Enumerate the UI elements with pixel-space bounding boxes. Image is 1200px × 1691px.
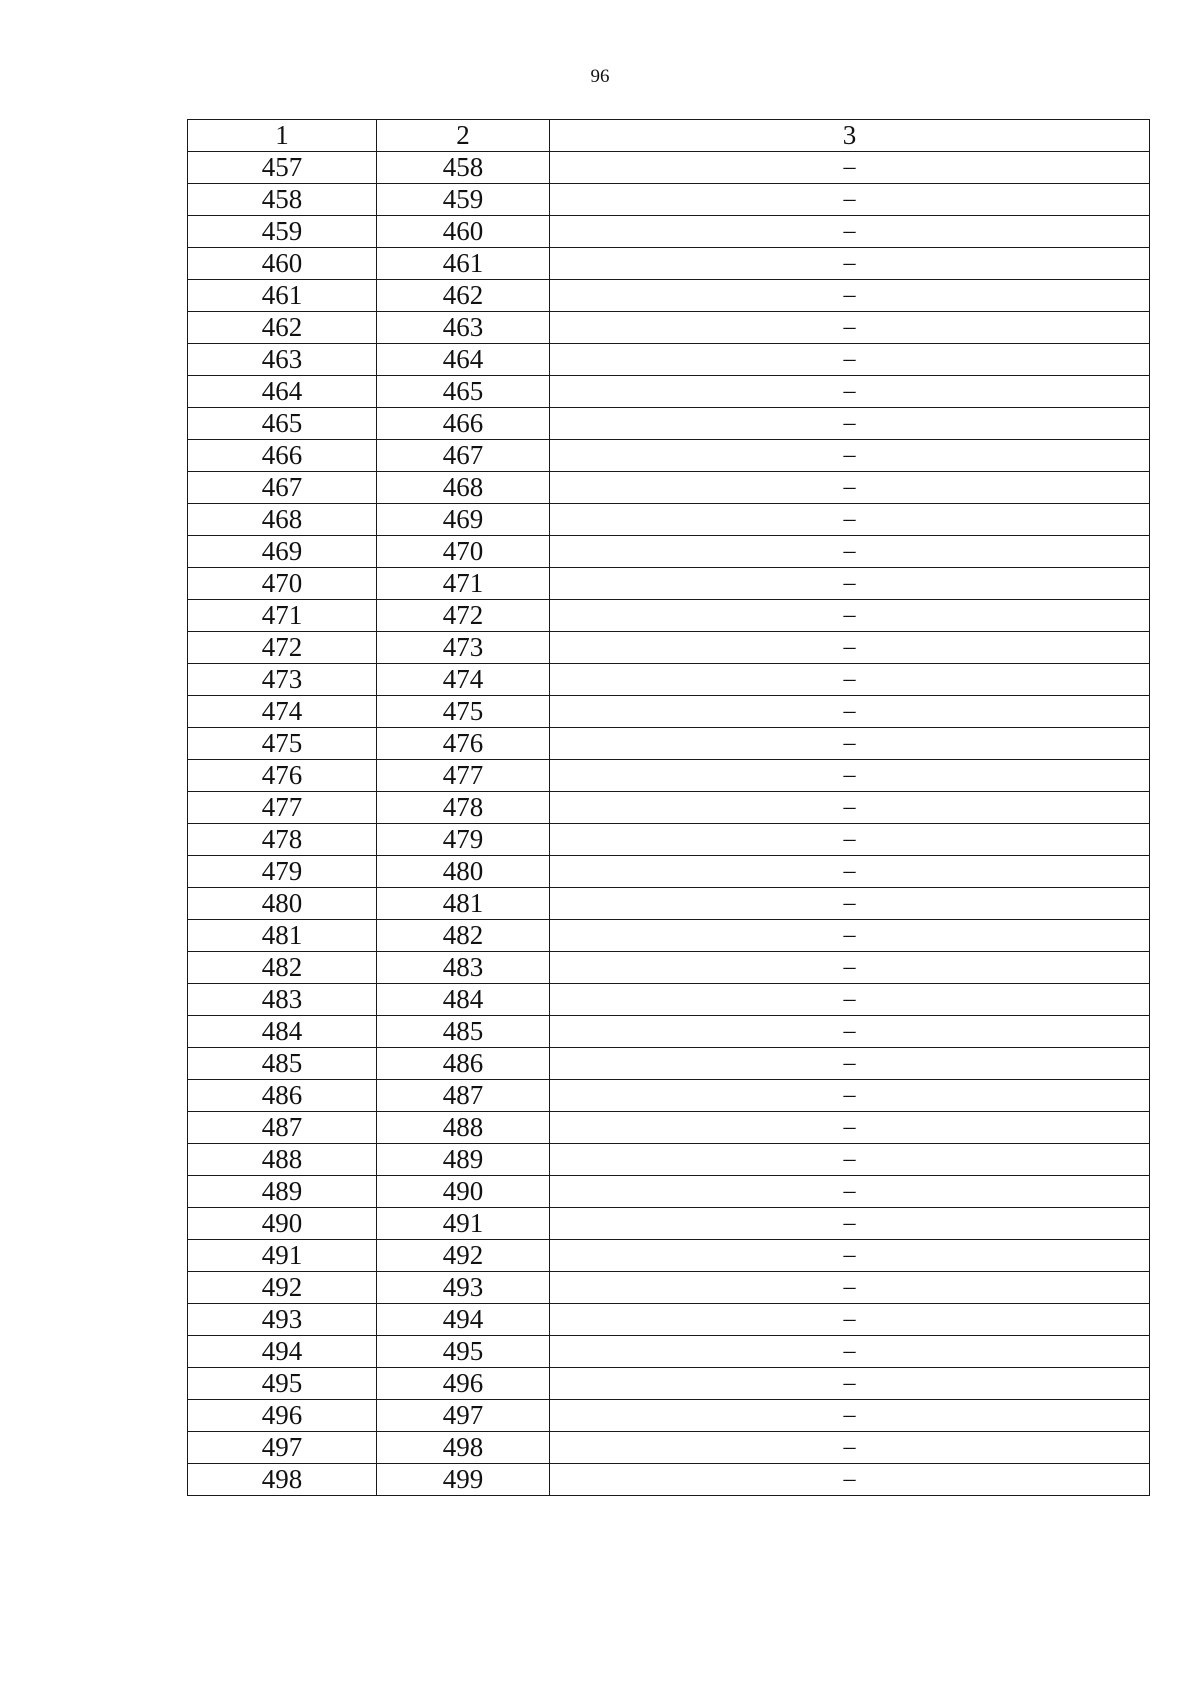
table-cell-col-1: 485 — [188, 1048, 377, 1080]
column-header-2: 2 — [377, 120, 550, 152]
table-cell-col-3: – — [550, 1112, 1150, 1144]
table-cell-col-3: – — [550, 280, 1150, 312]
table-row — [188, 184, 1150, 216]
table-cell-col-1: 472 — [188, 632, 377, 664]
table-cell-col-1: 487 — [188, 1112, 377, 1144]
table-cell-col-2: 497 — [377, 1400, 550, 1432]
table-cell-col-1: 496 — [188, 1400, 377, 1432]
table-cell-col-1: 474 — [188, 696, 377, 728]
table-cell-col-1: 495 — [188, 1368, 377, 1400]
table-row — [188, 1048, 1150, 1080]
table-cell-col-1: 462 — [188, 312, 377, 344]
table-cell-col-2: 460 — [377, 216, 550, 248]
table-cell-col-2: 464 — [377, 344, 550, 376]
table-row — [188, 152, 1150, 184]
table-row — [188, 824, 1150, 856]
table-row — [188, 440, 1150, 472]
table-cell-col-3: – — [550, 152, 1150, 184]
table-cell-col-1: 468 — [188, 504, 377, 536]
table-row — [188, 728, 1150, 760]
table-cell-col-1: 469 — [188, 536, 377, 568]
table-cell-col-2: 463 — [377, 312, 550, 344]
table-cell-col-1: 492 — [188, 1272, 377, 1304]
table-row — [188, 1400, 1150, 1432]
table-cell-col-3: – — [550, 696, 1150, 728]
table-cell-col-2: 488 — [377, 1112, 550, 1144]
table-cell-col-1: 457 — [188, 152, 377, 184]
table-cell-col-2: 461 — [377, 248, 550, 280]
table-cell-col-3: – — [550, 1272, 1150, 1304]
table-row — [188, 1240, 1150, 1272]
column-header-1: 1 — [188, 120, 377, 152]
table-row — [188, 1464, 1150, 1496]
table-row — [188, 696, 1150, 728]
table-row — [188, 280, 1150, 312]
data-table — [187, 119, 1150, 1496]
table-cell-col-2: 478 — [377, 792, 550, 824]
table-row — [188, 472, 1150, 504]
table-cell-col-3: – — [550, 248, 1150, 280]
table-cell-col-2: 481 — [377, 888, 550, 920]
table-row — [188, 1016, 1150, 1048]
table-cell-col-3: – — [550, 888, 1150, 920]
table-cell-col-2: 483 — [377, 952, 550, 984]
table-cell-col-2: 484 — [377, 984, 550, 1016]
table-row — [188, 312, 1150, 344]
table-row — [188, 600, 1150, 632]
table-cell-col-2: 462 — [377, 280, 550, 312]
table-row — [188, 984, 1150, 1016]
table-cell-col-2: 493 — [377, 1272, 550, 1304]
table-cell-col-3: – — [550, 1016, 1150, 1048]
table-cell-col-1: 464 — [188, 376, 377, 408]
table-cell-col-1: 465 — [188, 408, 377, 440]
table-cell-col-3: – — [550, 312, 1150, 344]
table-cell-col-1: 459 — [188, 216, 377, 248]
table-cell-col-3: – — [550, 728, 1150, 760]
table-cell-col-3: – — [550, 1336, 1150, 1368]
table-cell-col-2: 491 — [377, 1208, 550, 1240]
table-row — [188, 1208, 1150, 1240]
table-row — [188, 856, 1150, 888]
table-cell-col-2: 466 — [377, 408, 550, 440]
table-cell-col-1: 461 — [188, 280, 377, 312]
table-cell-col-3: – — [550, 600, 1150, 632]
table-cell-col-1: 481 — [188, 920, 377, 952]
table-row — [188, 1336, 1150, 1368]
table-row — [188, 504, 1150, 536]
table-cell-col-1: 488 — [188, 1144, 377, 1176]
table-cell-col-1: 490 — [188, 1208, 377, 1240]
table-cell-col-2: 475 — [377, 696, 550, 728]
table-cell-col-1: 483 — [188, 984, 377, 1016]
table-cell-col-2: 470 — [377, 536, 550, 568]
table-cell-col-3: – — [550, 440, 1150, 472]
table-cell-col-2: 487 — [377, 1080, 550, 1112]
table-row — [188, 344, 1150, 376]
table-cell-col-1: 497 — [188, 1432, 377, 1464]
table-cell-col-2: 480 — [377, 856, 550, 888]
table-cell-col-2: 459 — [377, 184, 550, 216]
table-row — [188, 1272, 1150, 1304]
table-row — [188, 1112, 1150, 1144]
table-cell-col-3: – — [550, 376, 1150, 408]
table-row — [188, 1304, 1150, 1336]
table-cell-col-3: – — [550, 216, 1150, 248]
table-cell-col-2: 458 — [377, 152, 550, 184]
table-cell-col-2: 490 — [377, 1176, 550, 1208]
table-cell-col-2: 494 — [377, 1304, 550, 1336]
table-row — [188, 1432, 1150, 1464]
table-cell-col-3: – — [550, 760, 1150, 792]
table-cell-col-1: 498 — [188, 1464, 377, 1496]
table-row — [188, 664, 1150, 696]
table-row — [188, 248, 1150, 280]
table-cell-col-1: 476 — [188, 760, 377, 792]
table-row — [188, 760, 1150, 792]
table-cell-col-3: – — [550, 184, 1150, 216]
table-cell-col-3: – — [550, 1464, 1150, 1496]
table-cell-col-3: – — [550, 824, 1150, 856]
table-cell-col-1: 486 — [188, 1080, 377, 1112]
table-cell-col-1: 473 — [188, 664, 377, 696]
table-cell-col-3: – — [550, 920, 1150, 952]
table-row — [188, 1176, 1150, 1208]
page-number: 96 — [590, 66, 610, 87]
table-cell-col-1: 482 — [188, 952, 377, 984]
table-cell-col-3: – — [550, 1176, 1150, 1208]
table-row — [188, 568, 1150, 600]
table-cell-col-2: 496 — [377, 1368, 550, 1400]
table-row — [188, 408, 1150, 440]
table-cell-col-2: 485 — [377, 1016, 550, 1048]
table-cell-col-2: 476 — [377, 728, 550, 760]
table-cell-col-1: 478 — [188, 824, 377, 856]
table-cell-col-2: 486 — [377, 1048, 550, 1080]
table-body — [188, 120, 1150, 1496]
table-cell-col-1: 477 — [188, 792, 377, 824]
table-cell-col-3: – — [550, 632, 1150, 664]
table-row — [188, 952, 1150, 984]
table-cell-col-1: 489 — [188, 1176, 377, 1208]
table-cell-col-2: 473 — [377, 632, 550, 664]
table-row — [188, 376, 1150, 408]
table-cell-col-3: – — [550, 792, 1150, 824]
table-cell-col-1: 460 — [188, 248, 377, 280]
table-cell-col-3: – — [550, 1368, 1150, 1400]
table-cell-col-1: 471 — [188, 600, 377, 632]
table-cell-col-2: 498 — [377, 1432, 550, 1464]
table-cell-col-2: 479 — [377, 824, 550, 856]
table-row — [188, 920, 1150, 952]
table-cell-col-1: 480 — [188, 888, 377, 920]
table-cell-col-1: 491 — [188, 1240, 377, 1272]
table-cell-col-2: 472 — [377, 600, 550, 632]
table-cell-col-3: – — [550, 504, 1150, 536]
table-cell-col-3: – — [550, 1208, 1150, 1240]
table-cell-col-2: 477 — [377, 760, 550, 792]
header-row — [188, 120, 1150, 152]
table-cell-col-1: 493 — [188, 1304, 377, 1336]
table-cell-col-2: 468 — [377, 472, 550, 504]
table-cell-col-3: – — [550, 1080, 1150, 1112]
table-cell-col-1: 466 — [188, 440, 377, 472]
table-cell-col-2: 469 — [377, 504, 550, 536]
table-row — [188, 216, 1150, 248]
table-row — [188, 792, 1150, 824]
table-cell-col-3: – — [550, 472, 1150, 504]
table-cell-col-2: 489 — [377, 1144, 550, 1176]
table-cell-col-3: – — [550, 856, 1150, 888]
table-cell-col-3: – — [550, 536, 1150, 568]
table-cell-col-2: 465 — [377, 376, 550, 408]
table-row — [188, 1080, 1150, 1112]
table-row — [188, 888, 1150, 920]
table-cell-col-1: 467 — [188, 472, 377, 504]
table-cell-col-1: 475 — [188, 728, 377, 760]
table-cell-col-2: 492 — [377, 1240, 550, 1272]
table-cell-col-3: – — [550, 984, 1150, 1016]
table-cell-col-1: 484 — [188, 1016, 377, 1048]
table-row — [188, 632, 1150, 664]
table-cell-col-3: – — [550, 1048, 1150, 1080]
table-cell-col-1: 458 — [188, 184, 377, 216]
table-row — [188, 536, 1150, 568]
table-cell-col-2: 495 — [377, 1336, 550, 1368]
table-cell-col-3: – — [550, 1240, 1150, 1272]
table-cell-col-2: 471 — [377, 568, 550, 600]
table-cell-col-3: – — [550, 952, 1150, 984]
table-cell-col-1: 494 — [188, 1336, 377, 1368]
table-cell-col-2: 499 — [377, 1464, 550, 1496]
table-cell-col-3: – — [550, 1432, 1150, 1464]
table-cell-col-3: – — [550, 1304, 1150, 1336]
table-cell-col-2: 467 — [377, 440, 550, 472]
table-cell-col-2: 474 — [377, 664, 550, 696]
column-header-3: 3 — [550, 120, 1150, 152]
table-cell-col-3: – — [550, 1144, 1150, 1176]
table-cell-col-3: – — [550, 344, 1150, 376]
table-cell-col-1: 479 — [188, 856, 377, 888]
table-cell-col-2: 482 — [377, 920, 550, 952]
table-cell-col-3: – — [550, 664, 1150, 696]
table-cell-col-3: – — [550, 1400, 1150, 1432]
table-cell-col-1: 470 — [188, 568, 377, 600]
table-cell-col-1: 463 — [188, 344, 377, 376]
table-cell-col-3: – — [550, 568, 1150, 600]
table-row — [188, 1144, 1150, 1176]
table-cell-col-3: – — [550, 408, 1150, 440]
table-row — [188, 1368, 1150, 1400]
